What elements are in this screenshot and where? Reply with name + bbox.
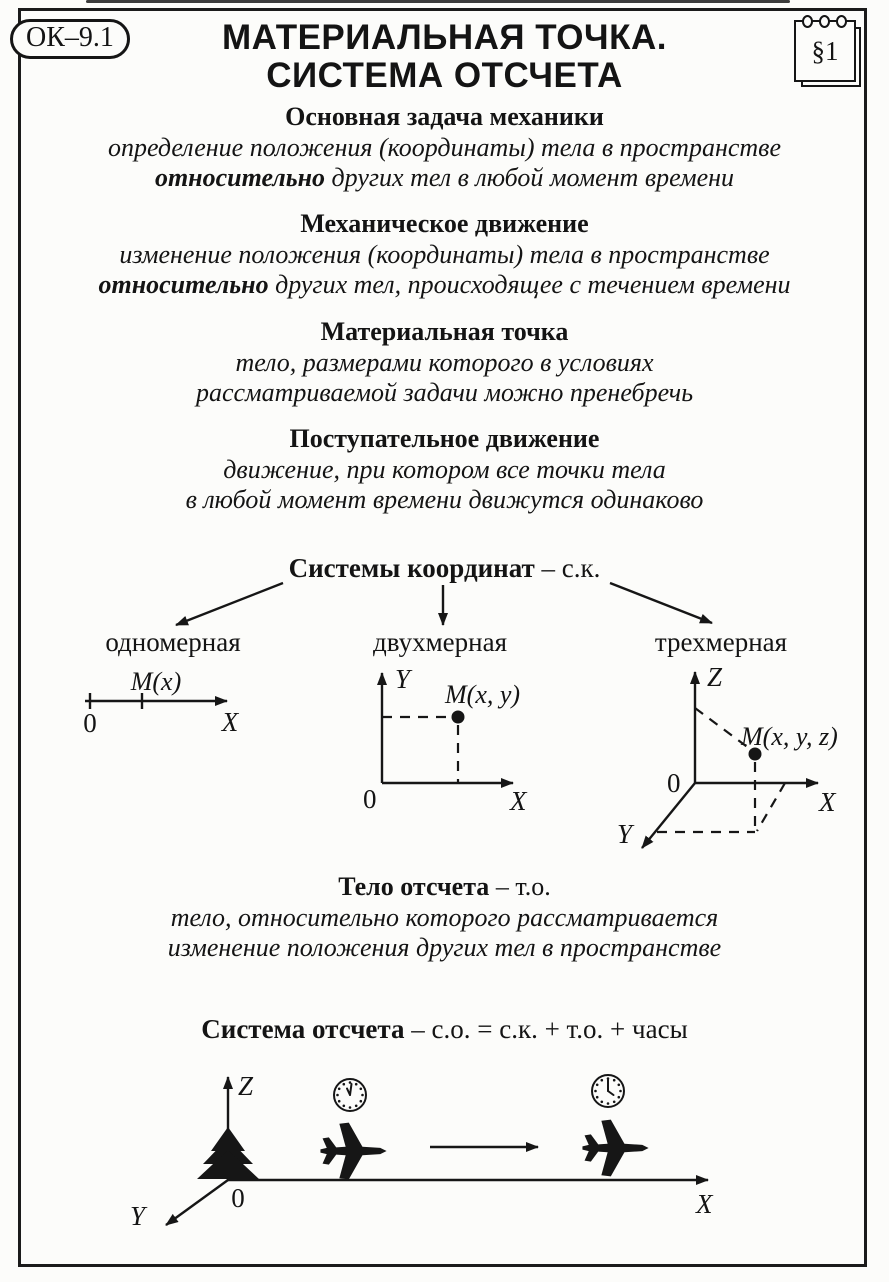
airplane-icon (582, 1120, 648, 1177)
definition-block-mechanics-task (0, 101, 889, 193)
definition-block-material-point (0, 316, 889, 408)
z-axis-label: Z (707, 662, 723, 692)
ok-code-badge: ОК–9.1 (10, 19, 130, 59)
definition-line-rest: других тел в любой момент времени (325, 163, 735, 192)
point-label: M(x, y) (445, 680, 521, 709)
definition-line: тело, размерами которого в условиях (235, 348, 654, 377)
scan-edge-artifact (86, 0, 790, 3)
reference-body-block (0, 871, 889, 963)
definition-line-rest: других тел, происходящее с течением времени (268, 270, 791, 299)
reference-body-heading-bold: Тело отсчета (338, 872, 490, 901)
paragraph-notepad-icon (794, 20, 862, 88)
reference-frame-heading-bold: Система отсчета (201, 1014, 405, 1044)
emphasis-word: относительно (154, 163, 326, 192)
reference-body-heading-abbr: – т.о. (489, 872, 551, 901)
y-axis (166, 1180, 228, 1225)
reference-body-heading (0, 871, 889, 903)
definition-line-rest: в любой момент времени движутся одинаково (185, 485, 704, 514)
reference-frame-formula: – с.о. = с.к. + т.о. + часы (404, 1014, 688, 1044)
x-axis-label: X (221, 707, 239, 737)
branch-arrow-left (176, 583, 283, 625)
y-axis-label: Y (617, 819, 633, 849)
point-label: M(x, y, z) (741, 722, 838, 751)
notepad-ring-icon (802, 15, 813, 28)
definition-line (0, 378, 889, 408)
page-title-line2: СИСТЕМА ОТСЧЕТА (266, 56, 623, 95)
coordinate-systems-heading-abbr: – с.к. (534, 553, 601, 583)
definition-heading: Поступательное движение (289, 424, 600, 453)
point-label: M(x) (130, 667, 182, 696)
definition-heading: Основная задача механики (285, 102, 604, 131)
reference-frame-diagram (90, 1055, 830, 1265)
definition-line (0, 163, 889, 193)
definition-heading: Материальная точка (320, 317, 569, 346)
coordinate-2d-diagram (365, 655, 550, 820)
x-axis-label: X (819, 787, 836, 817)
branch-arrow-right (610, 583, 712, 623)
coordinate-3d-label: трехмерная (654, 627, 788, 657)
origin-label: 0 (363, 784, 377, 814)
page-title-line1: МАТЕРИАЛЬНАЯ ТОЧКА. (222, 18, 667, 57)
definition-block-mechanical-motion (0, 208, 889, 300)
notepad-ring-icon (836, 15, 847, 28)
definition-line: определение положения (координаты) тела в пространстве (108, 133, 781, 162)
origin-label: 0 (83, 708, 97, 738)
coordinate-2d-label: двухмерная (373, 627, 507, 657)
definition-heading: Механическое движение (300, 209, 589, 238)
clock-icon (592, 1075, 624, 1107)
definition-line (0, 485, 889, 515)
emphasis-word: относительно (98, 270, 269, 299)
airplane-icon (320, 1123, 386, 1180)
definition-line: движение, при котором все точки тела (223, 455, 666, 484)
definition-block-translational-motion (0, 423, 889, 515)
definition-line-rest: рассматриваемой задачи можно пренебречь (195, 378, 694, 407)
definition-line (0, 270, 889, 300)
page-title (0, 19, 889, 95)
coordinate-3d-diagram (605, 650, 885, 865)
coordinate-systems-heading-bold: Системы координат (288, 553, 535, 583)
y-axis-label: Y (395, 664, 411, 694)
reference-frame-heading (0, 1014, 889, 1045)
paragraph-ref: §1 (794, 20, 856, 82)
notepad-ring-icon (819, 15, 830, 28)
definition-line: изменение положения других тел в пространстве (167, 933, 722, 962)
y-axis-label: Y (130, 1201, 146, 1231)
coordinate-1d-label: одномерная (105, 627, 241, 657)
point-marker (452, 711, 465, 724)
definition-line: изменение положения (координаты) тела в пространстве (119, 240, 770, 269)
tree-icon (197, 1127, 259, 1179)
origin-label: 0 (667, 768, 681, 798)
coordinate-1d-diagram (60, 660, 300, 745)
x-axis-label: X (696, 1189, 713, 1219)
definition-line: тело, относительно которого рассматривается (170, 903, 719, 932)
dashed-floor-diagonal (757, 783, 785, 831)
z-axis-label: Z (238, 1071, 254, 1101)
clock-icon (334, 1079, 366, 1111)
origin-label: 0 (231, 1183, 245, 1213)
x-axis-label: X (510, 786, 527, 816)
